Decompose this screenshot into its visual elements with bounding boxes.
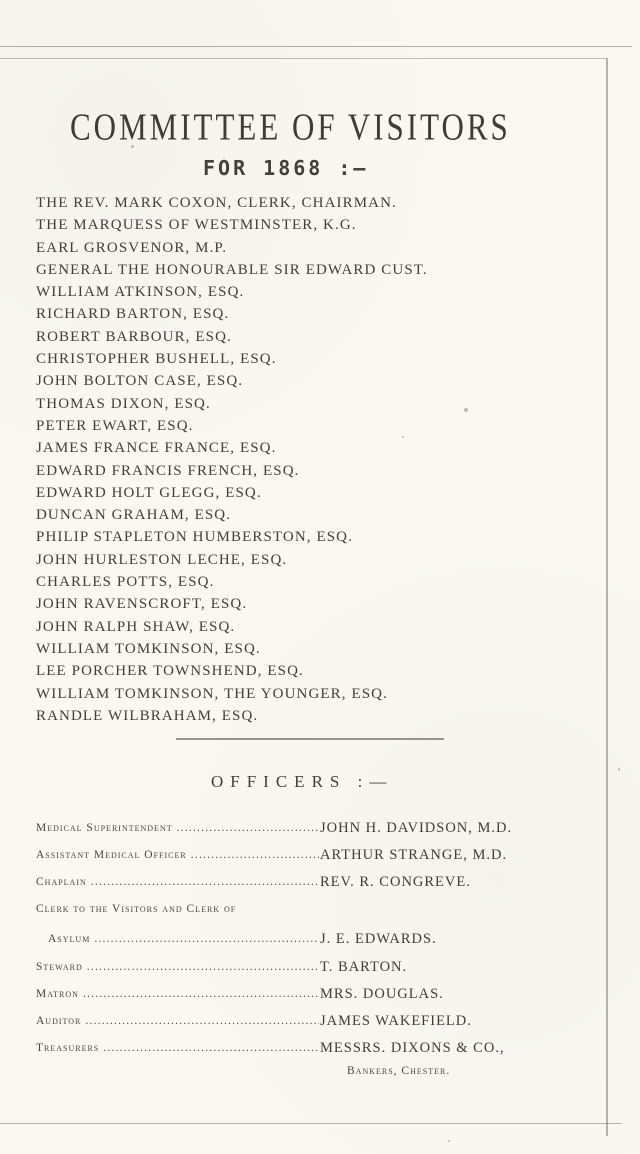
- officer-title: Matron .....: [36, 983, 319, 1005]
- top-border-rule: [0, 46, 632, 47]
- officer-title: Steward .....: [36, 956, 319, 978]
- committee-member: JOHN HURLESTON LECHE, ESQ.: [36, 551, 288, 568]
- committee-member: LEE PORCHER TOWNSHEND, ESQ.: [36, 663, 304, 680]
- committee-member: CHARLES POTTS, ESQ.: [36, 574, 215, 591]
- top-inner-border-rule: [0, 58, 606, 59]
- officer-title: Chaplain .....: [36, 871, 319, 893]
- treasurer-note: Bankers, Chester.: [347, 1065, 451, 1077]
- officer-name: T. BARTON.: [320, 959, 408, 975]
- officer-row: [36, 898, 576, 956]
- officer-row: [36, 983, 576, 1010]
- document-title: COMMITTEE OF VISITORS: [70, 105, 511, 149]
- officer-title: Auditor .....: [36, 1010, 319, 1032]
- committee-member: JOHN RAVENSCROFT, ESQ.: [36, 596, 248, 613]
- committee-member: RANDLE WILBRAHAM, ESQ.: [36, 707, 259, 724]
- officer-name: MESSRS. DIXONS & CO.,: [320, 1040, 505, 1056]
- committee-member: EDWARD FRANCIS FRENCH, ESQ.: [36, 462, 300, 479]
- committee-member: ROBERT BARBOUR, ESQ.: [36, 328, 232, 345]
- committee-member: THE MARQUESS OF WESTMINSTER, K.G.: [36, 217, 357, 234]
- officer-row: [36, 817, 576, 844]
- printing-speck: [131, 145, 134, 148]
- officer-name: ARTHUR STRANGE, M.D.: [320, 847, 508, 863]
- officer-row: [36, 1037, 576, 1077]
- officer-name: JAMES WAKEFIELD.: [320, 1013, 472, 1029]
- committee-member: GENERAL THE HONOURABLE SIR EDWARD CUST.: [36, 261, 428, 278]
- committee-member: JOHN RALPH SHAW, ESQ.: [36, 618, 236, 635]
- officer-row: [36, 1010, 576, 1037]
- officer-name: JOHN H. DAVIDSON, M.D.: [320, 820, 513, 836]
- committee-member: THE REV. MARK COXON, CLERK, CHAIRMAN.: [36, 195, 397, 211]
- officer-title: Medical Superintendent .....: [36, 817, 319, 839]
- officer-title-line-2: Asylum .....: [48, 928, 319, 950]
- printing-speck: [402, 436, 404, 438]
- officer-name: MRS. DOUGLAS.: [320, 986, 444, 1002]
- committee-member: DUNCAN GRAHAM, ESQ.: [36, 507, 232, 524]
- committee-member: EARL GROSVENOR, M.P.: [36, 239, 228, 256]
- officer-title: Assistant Medical Officer .....: [36, 844, 319, 866]
- officer-row: [36, 871, 576, 898]
- committee-member: EDWARD HOLT GLEGG, ESQ.: [36, 484, 262, 501]
- officers-heading: OFFICERS :—: [211, 772, 394, 791]
- officer-name: J. E. EDWARDS.: [320, 931, 437, 947]
- committee-member: JAMES FRANCE FRANCE, ESQ.: [36, 440, 277, 457]
- section-divider: [176, 738, 444, 740]
- committee-member: WILLIAM ATKINSON, ESQ.: [36, 284, 245, 301]
- officer-name: REV. R. CONGREVE.: [320, 874, 471, 890]
- committee-member: PETER EWART, ESQ.: [36, 417, 194, 434]
- committee-member: RICHARD BARTON, ESQ.: [36, 306, 230, 323]
- committee-member-list: [36, 192, 576, 727]
- printing-speck: [464, 408, 468, 412]
- officers-list: [36, 817, 576, 1077]
- bottom-border-rule: [0, 1123, 622, 1124]
- committee-member: PHILIP STAPLETON HUMBERSTON, ESQ.: [36, 529, 353, 546]
- document-subtitle: FOR 1868 :—: [203, 156, 369, 180]
- officer-title-line-1: Clerk to the Visitors and Clerk of: [36, 903, 237, 915]
- committee-member: CHRISTOPHER BUSHELL, ESQ.: [36, 351, 277, 368]
- right-border-rule: [606, 58, 608, 1136]
- officer-row: [36, 956, 576, 983]
- committee-member: JOHN BOLTON CASE, ESQ.: [36, 373, 244, 390]
- officer-title: Treasurers .....: [36, 1037, 319, 1059]
- officer-row: [36, 844, 576, 871]
- committee-member: THOMAS DIXON, ESQ.: [36, 395, 211, 412]
- committee-member: WILLIAM TOMKINSON, ESQ.: [36, 640, 261, 657]
- committee-member: WILLIAM TOMKINSON, THE YOUNGER, ESQ.: [36, 685, 388, 702]
- printing-speck: [618, 768, 620, 771]
- printing-speck: [448, 1140, 450, 1142]
